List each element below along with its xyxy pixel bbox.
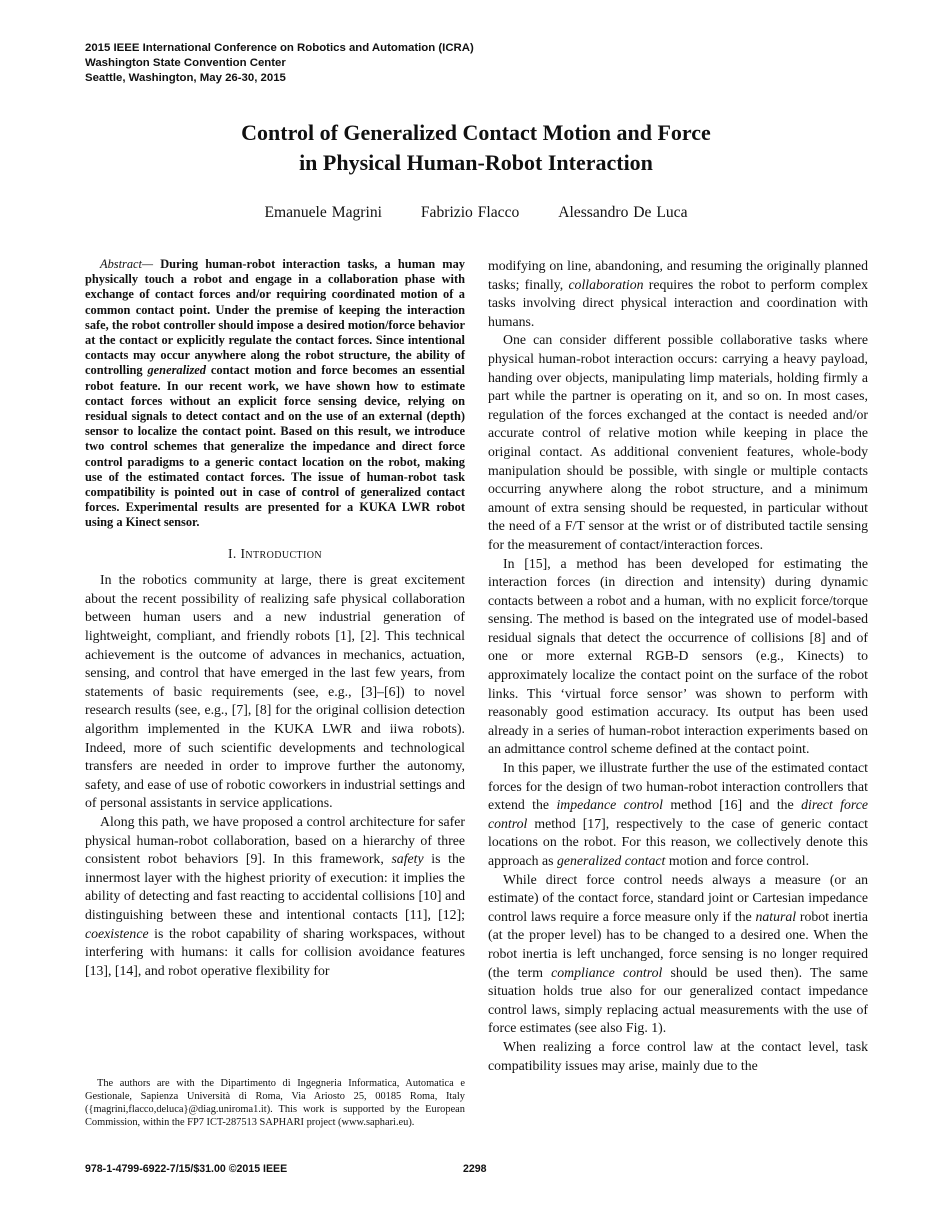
- intro-paragraph-2: Along this path, we have proposed a control architecture for safer physical human-robot collaboration, based on a hierarchy of three consistent robot behaviors [9]. In this framework, safety is the innermost layer with the highest priority of execution: it implies the ability of detecting and fast reacting to accidental collisions [10] and distinguishing between these and intentional contacts [11], [12]; coexistence is the robot capability of sharing workspaces, without interfering with humans: it calls for collision avoidance features [13], [14], and robot operative flexibility for: [85, 813, 465, 978]
- section-heading-introduction: I. Introduction: [227, 545, 323, 561]
- author-3: Alessandro De Luca: [558, 204, 688, 221]
- intro-paragraph-6: While direct force control needs always a measure (or an estimate) of the contact force, standard joint or Cartesian impedance control laws require a force measure only if the natural robot inertia (at the proper level) has to be changed to a desired one. When the robot inertia is left unchanged, force sensing is no longer required (the term compliance control should be used then). The same situation holds true also for our generalized contact impedance control laws, simply replacing actual measurements with the use of force estimates (see also Fig. 1).: [488, 871, 869, 1036]
- left-column: [85, 257, 465, 980]
- intro-paragraph-4: In [15], a method has been developed for estimating the interaction forces (in direction and intensity) during dynamic contacts between a robot and a human, with no explicit force/torque sensing. The method is based on the integrated use of model-based residual signals that detect the occurrence of collisions [8] and of one or more external RGB-D sensors (e.g., Kinects) to approximately localize the contact point on the surface of the robot links. This ‘virtual force sensor’ was shown to perform with reasonably good estimation accuracy. Its output has been used already in a series of human-robot interaction experiments based on an admittance control scheme defined at the contact point.: [488, 555, 868, 757]
- abstract: Abstract— During human-robot interaction tasks, a human may physically touch a robot and engage in a collaboration phase with exchange of contact forces and/or requiring coordinated motion of a common contact point. Under the premise of keeping the interaction safe, the robot controller should impose a desired motion/force behavior at the contact or explicitly regulate the contact forces. Since intentional contacts may occur anywhere along the robot structure, the ability of controlling generalized contact motion and force becomes an essential robot feature. In our recent work, we have shown how to estimate contact forces without an explicit force sensing device, relying on residual signals to detect contact and on the use of an external (depth) sensor to localize the contact point. Based on this result, we introduce two control schemes that generalize the impedance and direct force control paradigms to a generic contact location on the robot, making use of the estimated contact forces. The issue of human-robot task compatibility is pointed out in case of control of generalized contact forces. Experimental results are presented for a KUKA LWR robot using a Kinect sensor.: [85, 257, 465, 530]
- header-line-location: Seattle, Washington, May 26-30, 2015: [85, 72, 286, 84]
- intro-paragraph-2-continued: modifying on line, abandoning, and resuming the originally planned tasks; finally, collaboration requires the robot to perform complex tasks involving direct physical interaction and coordination with humans.: [488, 258, 868, 329]
- right-column: [488, 257, 868, 1075]
- header-line-conference: 2015 IEEE International Conference on Robotics and Automation (ICRA): [85, 42, 474, 54]
- abstract-lead: Abstract—: [100, 257, 154, 271]
- intro-paragraph-7: When realizing a force control law at the contact level, task compatibility issues may arise, mainly due to the: [488, 1038, 868, 1073]
- author-footnote: The authors are with the Dipartimento di Ingegneria Informatica, Automatica e Gestionale, Sapienza Università di Roma, Via Ariosto 25, 00185 Roma, Italy ({magrini,flacco,deluca}@diag.uniroma1.it). This work is supported by the European Commission, within the FP7 ICT-287513 SAPHARI project (www.saphari.eu).: [85, 1078, 465, 1129]
- footer-page-number: 2298: [463, 1163, 487, 1175]
- header-line-venue: Washington State Convention Center: [85, 57, 286, 69]
- conference-header: [85, 41, 474, 86]
- footer-isbn: 978-1-4799-6922-7/15/$31.00 ©2015 IEEE: [85, 1163, 288, 1175]
- author-list: [0, 203, 952, 223]
- title-line-1: Control of Generalized Contact Motion and Force: [241, 120, 711, 145]
- intro-paragraph-1: In the robotics community at large, there is great excitement about the recent possibility of realizing safe physical collaboration between human users and a new industrial generation of lightweight, compliant, and friendly robots [1], [2]. This technical achievement is the outcome of advances in mechanics, actuation, sensing, and control that have emerged in the last few years, from statements of basic requirements (see, e.g., [3]–[6]) to novel research results (see, e.g., [7], [8] for the original collision detection algorithm implemented in the KUKA LWR and iiwa robots). Indeed, more of such scientific developments and technological transfers are needed in order to improve further the autonomy, safety, and ease of use of robotic coworkers in industrial settings and of personal assistants in service applications.: [85, 572, 465, 811]
- author-2: Fabrizio Flacco: [420, 204, 520, 221]
- title-line-2: in Physical Human-Robot Interaction: [299, 150, 653, 175]
- author-1: Emanuele Magrini: [264, 204, 382, 221]
- intro-paragraph-5: In this paper, we illustrate further the use of the estimated contact forces for the design of two human-robot interaction controllers that extend the impedance control method [16] and the direct force control method [17], respectively to the case of generic contact locations on the robot. For this reason, we collectively denote this approach as generalized contact motion and force control.: [488, 760, 868, 868]
- intro-paragraph-3: One can consider different possible collaborative tasks where physical human-robot interaction occurs: carrying a heavy payload, handing over objects, manipulating limp materials, holding firmly a part while the partner is operating on it, and so on. In most cases, regulation of the forces exchanged at the contact is needed and/or accurate control of relative motion while keeping in place the original contact. As additional convenient features, whole-body manipulation should be possible, with single or multiple contacts occurring anywhere along the robot structure, and a minimum amount of extra sensing should be requested, in particular without the need of a F/T sensor at the wrist or of distributed tactile sensing for the measurement of contact/interaction forces.: [488, 332, 868, 552]
- paper-title: [0, 118, 952, 178]
